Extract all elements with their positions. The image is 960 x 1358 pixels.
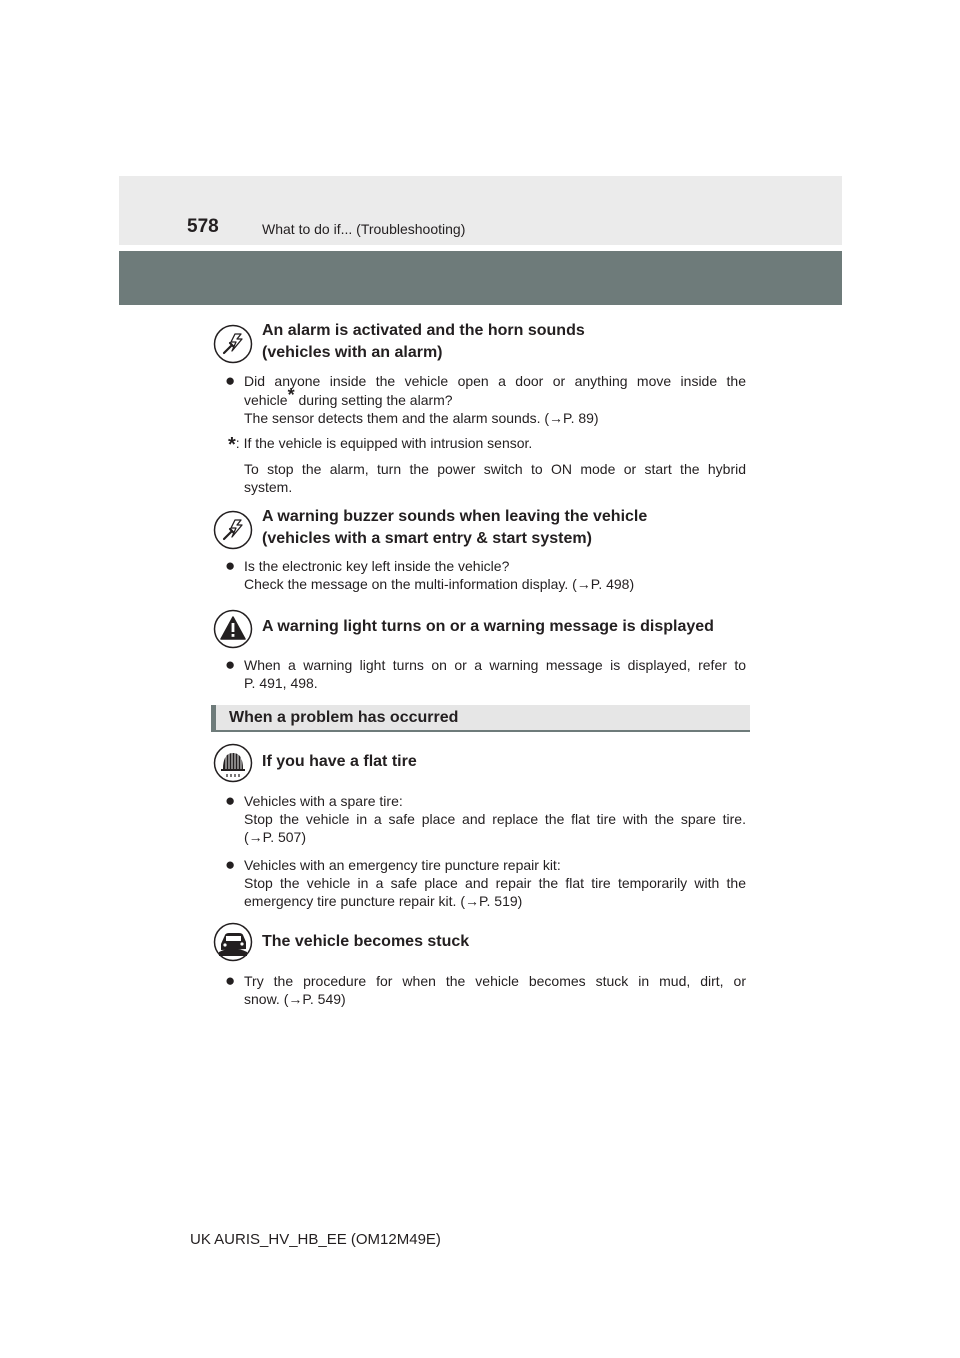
flat-tire-bullet2-line2: Stop the vehicle in a safe place and repair the flat tire temporarily with the xyxy=(244,875,746,891)
buzzer-title-line2: (vehicles with a smart entry & start system) xyxy=(262,530,592,547)
alarm-bullet-during: during setting the alarm? xyxy=(294,392,453,408)
alarm-bullet-line2 xyxy=(244,385,746,409)
document-code: UK AURIS_HV_HB_EE (OM12M49E) xyxy=(190,1231,441,1248)
stuck-car-icon xyxy=(213,922,253,962)
header-dark-band xyxy=(119,251,842,305)
chapter-title: What to do if... (Troubleshooting) xyxy=(262,221,466,237)
flat-tire-bullet1-line3: (→P. 507) xyxy=(244,829,306,845)
flat-tire-bullet2-line3: emergency tire puncture repair kit. (→P. 519) xyxy=(244,893,523,909)
footnote-asterisk-mark: * xyxy=(228,434,236,456)
bullet-marker: ● xyxy=(225,971,236,990)
alarm-title-line2: (vehicles with an alarm) xyxy=(262,344,443,361)
bullet-marker: ● xyxy=(225,791,236,810)
stuck-bullet-line2: snow. (→P. 549) xyxy=(244,991,346,1007)
alarm-title-line1: An alarm is activated and the horn sounds xyxy=(262,322,585,339)
alarm-footnote-text: : If the vehicle is equipped with intrusion sensor. xyxy=(235,435,533,451)
warning-triangle-icon xyxy=(213,609,253,649)
stuck-bullet-text xyxy=(244,972,746,1008)
alarm-bullet-vehicle: vehicle xyxy=(244,392,288,408)
bullet-marker: ● xyxy=(225,556,236,575)
flat-tire-bullet2-text xyxy=(244,856,746,910)
alarm-bullet-text xyxy=(244,372,746,427)
buzzer-title-line1: A warning buzzer sounds when leaving the vehicle xyxy=(262,508,648,525)
footnote-asterisk: * xyxy=(287,385,295,405)
header-band xyxy=(119,176,842,245)
flat-tire-bullet1-line1: Vehicles with a spare tire: xyxy=(244,793,403,809)
buzzer-bullet-line1: Is the electronic key left inside the vehicle? xyxy=(244,558,510,574)
alarm-footnote xyxy=(228,434,533,456)
flat-tire-bullet1-text xyxy=(244,792,746,846)
buzzer-bullet-line2: Check the message on the multi-information display. (→P. 498) xyxy=(244,576,635,592)
stuck-title: The vehicle becomes stuck xyxy=(262,933,470,950)
bullet-marker: ● xyxy=(225,855,236,874)
stuck-bullet-line1: Try the procedure for when the vehicle becomes stuck in mud, dirt, or xyxy=(244,973,746,989)
alarm-note-line2: system. xyxy=(244,479,293,495)
flat-tire-bullet2-line1: Vehicles with an emergency tire puncture repair kit: xyxy=(244,857,561,873)
alarm-note-line1: To stop the alarm, turn the power switch to ON mode or start the hybrid xyxy=(244,461,746,477)
section-title: When a problem has occurred xyxy=(229,709,459,726)
warning-light-title: A warning light turns on or a warning message is displayed xyxy=(262,618,714,635)
flat-tire-bullet1-line2: Stop the vehicle in a safe place and replace the flat tire with the spare tire. xyxy=(244,811,746,827)
section-header xyxy=(211,705,750,732)
buzzer-bullet-text xyxy=(244,557,746,593)
page-number: 578 xyxy=(187,216,219,237)
alarm-bullet-line1: Did anyone inside the vehicle open a door or anything move inside the xyxy=(244,373,746,389)
warning-light-bullet-text xyxy=(244,656,746,692)
wrench-lightning-icon xyxy=(213,510,253,550)
alarm-title xyxy=(262,320,585,364)
warning-light-bullet-line1: When a warning light turns on or a warning message is displayed, refer to xyxy=(244,657,746,673)
bullet-marker: ● xyxy=(225,655,236,674)
flat-tire-icon xyxy=(213,743,253,783)
alarm-bullet-line3: The sensor detects them and the alarm sounds. (→P. 89) xyxy=(244,410,599,426)
wrench-lightning-icon xyxy=(213,324,253,364)
buzzer-title xyxy=(262,506,647,550)
flat-tire-title: If you have a flat tire xyxy=(262,753,417,770)
bullet-marker: ● xyxy=(225,371,236,390)
alarm-note xyxy=(244,460,746,496)
warning-light-bullet-line2: P. 491, 498. xyxy=(244,675,318,691)
